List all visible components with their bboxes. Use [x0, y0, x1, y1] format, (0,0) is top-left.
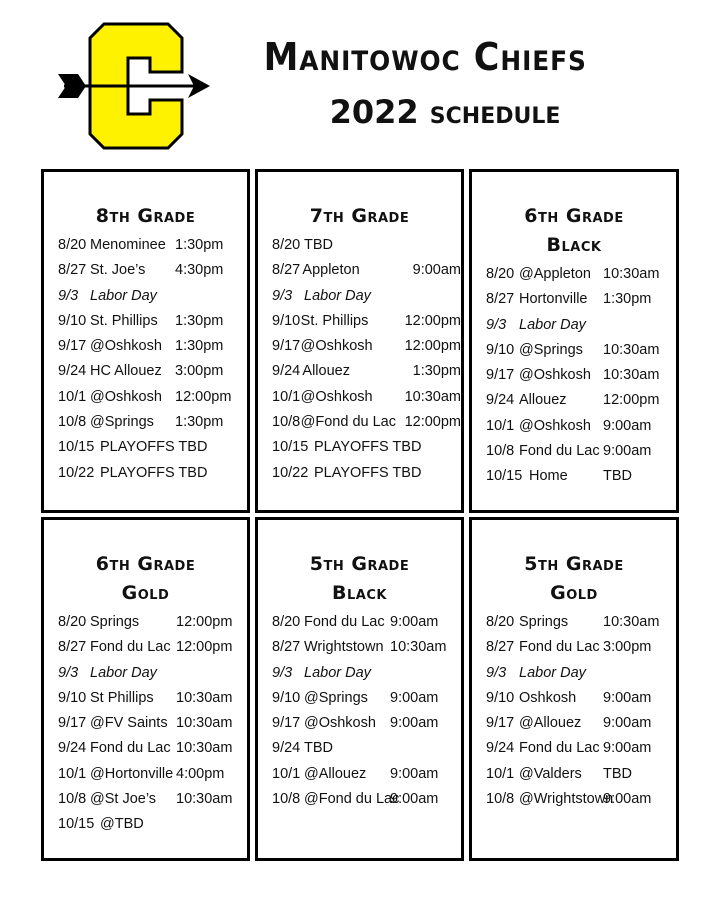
game-date: 10/8	[272, 791, 301, 808]
game-time: 10:30am	[176, 740, 233, 757]
game-row	[272, 258, 461, 283]
game-row	[486, 635, 676, 660]
game-date: 9/24	[272, 363, 301, 380]
game-opponent: @Oshkosh	[519, 417, 591, 434]
game-row	[58, 812, 247, 837]
game-date: 10/1	[272, 765, 301, 782]
game-time: 4:00pm	[176, 765, 225, 782]
game-time: 12:00pm	[175, 388, 232, 405]
game-date: 8/20	[486, 266, 515, 282]
game-row	[58, 736, 247, 761]
game-row	[272, 461, 461, 486]
game-opponent: HC Allouez	[90, 363, 162, 380]
schedule-heading: Gold	[121, 582, 170, 604]
game-time: 1:30pm	[175, 338, 224, 355]
schedule-heading: 6th Grade	[524, 205, 624, 227]
game-time: 10:30am	[603, 341, 660, 358]
game-row	[272, 711, 461, 736]
game-time: 10:30am	[176, 791, 233, 808]
game-row	[272, 661, 461, 686]
schedule-rows	[486, 610, 676, 812]
game-date: 9/24	[486, 392, 515, 409]
game-opponent: @Appleton	[519, 266, 591, 282]
game-date: 9/3	[486, 664, 507, 681]
game-row	[486, 610, 676, 635]
game-opponent: Labor Day	[90, 287, 157, 304]
game-date: 10/22	[272, 464, 309, 481]
game-time: 9:00am	[390, 715, 439, 732]
game-time: 9:00am	[390, 765, 439, 782]
game-opponent: @Allouez	[304, 765, 367, 782]
game-date: 9/10	[272, 689, 301, 706]
game-opponent: @Valders	[519, 765, 582, 782]
schedule-heading: 8th Grade	[95, 205, 196, 227]
game-date: 10/15	[272, 439, 309, 456]
game-time: 10:30am	[390, 639, 447, 656]
game-opponent: Labor Day	[304, 287, 371, 304]
game-row	[58, 385, 247, 410]
game-opponent: Fond du Lac	[90, 740, 171, 757]
schedule-box-7th-grade	[255, 169, 464, 513]
schedule-box-6th-grade-black	[469, 169, 679, 513]
game-row	[486, 313, 676, 338]
game-opponent: @Fond du Lac	[300, 414, 396, 431]
game-time: 12:00pm	[176, 639, 233, 656]
game-row	[486, 686, 676, 711]
game-time: 3:00pm	[603, 639, 652, 656]
game-date: 10/8	[486, 443, 515, 460]
game-row	[58, 635, 247, 660]
game-opponent: @Springs	[90, 414, 154, 431]
game-date: 8/27	[272, 262, 301, 279]
game-row	[58, 610, 247, 635]
page-subtitle: 2022 schedule	[329, 93, 561, 131]
game-row	[272, 334, 461, 359]
game-opponent: Menominee	[90, 237, 166, 253]
game-time: TBD	[603, 765, 632, 782]
game-time: 10:30am	[176, 689, 233, 706]
game-opponent: TBD	[304, 237, 333, 253]
game-time: 12:00pm	[404, 414, 461, 431]
game-opponent: @St Joe’s	[90, 791, 157, 808]
game-date: 10/1	[486, 765, 515, 782]
game-date: 9/10	[58, 689, 87, 706]
game-row	[486, 414, 676, 439]
game-opponent: @Oshkosh	[300, 388, 373, 405]
game-opponent: Labor Day	[90, 664, 157, 681]
game-time: 1:30pm	[175, 237, 224, 253]
game-date: 8/20	[272, 237, 301, 253]
chiefs-c-arrow-logo	[56, 22, 212, 150]
game-row	[272, 359, 461, 384]
game-row	[272, 762, 461, 787]
game-time: 12:00pm	[176, 614, 233, 630]
schedule-box-5th-grade-black	[255, 517, 464, 861]
game-opponent: Allouez	[519, 392, 567, 409]
game-row	[486, 661, 676, 686]
game-date: 9/3	[58, 287, 79, 304]
game-date: 10/8	[58, 791, 87, 808]
game-date: 9/17	[272, 715, 301, 732]
game-opponent: Appleton	[302, 262, 360, 279]
game-opponent: Fond du Lac	[519, 740, 600, 757]
game-row	[58, 435, 247, 460]
game-date: 9/17	[272, 338, 301, 355]
game-date: 10/15	[58, 816, 95, 833]
game-opponent: Springs	[90, 614, 140, 630]
game-date: 9/24	[272, 740, 301, 757]
game-opponent: @Allouez	[519, 715, 582, 732]
game-row	[58, 258, 247, 283]
game-opponent: Hortonville	[519, 291, 588, 308]
game-opponent: @Springs	[304, 689, 368, 706]
game-date: 8/20	[272, 614, 301, 630]
game-time: 9:00am	[390, 614, 439, 630]
game-time: 9:00am	[603, 715, 652, 732]
game-opponent: PLAYOFFS TBD	[100, 464, 208, 481]
game-opponent: Oshkosh	[519, 689, 577, 706]
game-date: 8/27	[486, 291, 515, 308]
game-date: 8/20	[486, 614, 515, 630]
schedule-box-5th-grade-gold	[469, 517, 679, 861]
game-row	[486, 388, 676, 413]
game-opponent: @Fond du Lac	[304, 791, 400, 808]
game-opponent: Labor Day	[519, 316, 586, 333]
game-date: 10/22	[58, 464, 95, 481]
game-row	[58, 233, 247, 258]
game-opponent: @Oshkosh	[519, 367, 591, 384]
game-date: 9/17	[486, 367, 515, 384]
game-row	[272, 410, 461, 435]
game-date: 10/8	[272, 414, 301, 431]
game-opponent: @Springs	[519, 341, 583, 358]
game-date: 9/24	[486, 740, 515, 757]
game-row	[58, 309, 247, 334]
schedule-heading: 5th Grade	[309, 553, 410, 575]
game-opponent: Fond du Lac	[519, 639, 600, 656]
game-time: 9:00am	[603, 740, 652, 757]
schedule-rows	[58, 610, 247, 838]
game-opponent: @Oshkosh	[90, 338, 162, 355]
game-row	[486, 464, 676, 489]
game-date: 10/1	[58, 388, 87, 405]
game-row	[272, 635, 461, 660]
game-date: 9/17	[58, 715, 87, 732]
game-row	[272, 610, 461, 635]
game-date: 9/17	[486, 715, 515, 732]
game-time: 9:00am	[603, 689, 652, 706]
game-row	[486, 762, 676, 787]
schedule-heading: Gold	[550, 582, 598, 604]
game-row	[58, 686, 247, 711]
game-opponent: TBD	[304, 740, 333, 757]
game-opponent: @Hortonville	[90, 765, 174, 782]
game-time: 12:00pm	[404, 312, 461, 329]
game-opponent: @Oshkosh	[300, 338, 373, 355]
game-date: 8/27	[58, 262, 87, 279]
schedule-heading: Black	[332, 582, 387, 604]
game-date: 8/20	[58, 237, 87, 253]
game-time: 9:00am	[390, 689, 439, 706]
game-row	[486, 363, 676, 388]
game-time: 4:30pm	[175, 262, 224, 279]
game-date: 9/3	[486, 316, 507, 333]
game-row	[58, 359, 247, 384]
game-time: 1:30pm	[412, 363, 461, 380]
game-opponent: Labor Day	[304, 664, 371, 681]
game-row	[272, 787, 461, 812]
game-time: 3:00pm	[175, 363, 224, 380]
game-opponent: Labor Day	[519, 664, 586, 681]
game-row	[58, 711, 247, 736]
game-time: 9:00am	[603, 791, 652, 808]
game-date: 8/20	[58, 614, 87, 630]
game-opponent: St Phillips	[90, 689, 154, 706]
game-row	[486, 736, 676, 761]
game-time: 1:30pm	[175, 312, 224, 329]
game-opponent: St. Phillips	[90, 312, 158, 329]
game-date: 8/27	[486, 639, 515, 656]
game-opponent: @Oshkosh	[90, 388, 162, 405]
game-date: 9/24	[58, 363, 87, 380]
game-date: 9/3	[272, 664, 293, 681]
game-row	[486, 262, 676, 287]
game-date: 9/24	[58, 740, 87, 757]
game-row	[272, 736, 461, 761]
page-title: Manitowoc Chiefs	[263, 35, 587, 79]
schedule-heading: 6th Grade	[95, 553, 196, 575]
game-time: 12:00pm	[603, 392, 660, 409]
arrow-fletching-icon	[58, 74, 86, 98]
game-date: 9/17	[58, 338, 87, 355]
game-date: 10/1	[272, 388, 301, 405]
schedule-heading: 5th Grade	[524, 553, 624, 575]
game-row	[486, 711, 676, 736]
game-opponent: PLAYOFFS TBD	[314, 439, 422, 456]
game-row	[272, 233, 461, 258]
game-row	[58, 762, 247, 787]
game-date: 9/10	[486, 341, 515, 358]
game-row	[486, 338, 676, 363]
game-opponent: PLAYOFFS TBD	[100, 439, 208, 456]
game-time: 12:00pm	[404, 338, 461, 355]
game-time: 10:30am	[404, 388, 461, 405]
game-row	[58, 284, 247, 309]
game-date: 9/10	[58, 312, 87, 329]
game-time: 10:30am	[603, 614, 660, 630]
game-row	[58, 787, 247, 812]
schedule-heading: Black	[546, 234, 602, 256]
game-row	[272, 435, 461, 460]
schedule-box-8th-grade	[41, 169, 250, 513]
game-row	[486, 439, 676, 464]
schedule-rows	[58, 233, 247, 486]
game-time: 9:00am	[603, 417, 652, 434]
game-time: 1:30pm	[603, 291, 652, 308]
game-date: 8/27	[272, 639, 301, 656]
game-date: 10/8	[58, 414, 87, 431]
game-date: 10/1	[58, 765, 87, 782]
game-opponent: Springs	[519, 614, 569, 630]
game-row	[272, 284, 461, 309]
game-opponent: Fond du Lac	[90, 639, 171, 656]
game-time: 1:30pm	[175, 414, 224, 431]
game-date: 10/1	[486, 417, 515, 434]
game-row	[58, 661, 247, 686]
game-opponent: St. Phillips	[300, 312, 369, 329]
schedule-rows	[272, 233, 461, 486]
game-opponent: Allouez	[302, 363, 350, 380]
game-time: 9:00am	[603, 443, 652, 460]
schedule-heading: 7th Grade	[309, 205, 410, 227]
game-time: 9:00am	[412, 262, 461, 279]
game-row	[58, 410, 247, 435]
game-time: 10:30am	[176, 715, 233, 732]
game-opponent: @Wrightstown	[519, 791, 614, 808]
game-date: 8/27	[58, 639, 87, 656]
game-row	[272, 385, 461, 410]
game-time: 9:00am	[390, 791, 439, 808]
game-time: 10:30am	[603, 367, 660, 384]
game-row	[486, 287, 676, 312]
game-opponent: @FV Saints	[90, 715, 168, 732]
game-opponent: Fond du Lac	[519, 443, 600, 460]
game-date: 10/15	[58, 439, 95, 456]
game-date: 9/3	[272, 287, 293, 304]
game-row	[272, 686, 461, 711]
game-opponent: Wrightstown	[304, 639, 384, 656]
game-time: TBD	[603, 468, 632, 485]
game-opponent: PLAYOFFS TBD	[314, 464, 422, 481]
schedule-box-6th-grade-gold	[41, 517, 250, 861]
game-row	[486, 787, 676, 812]
game-date: 10/15	[486, 468, 523, 485]
game-row	[58, 461, 247, 486]
schedule-rows	[272, 610, 461, 812]
game-date: 9/10	[486, 689, 515, 706]
game-date: 9/10	[272, 312, 301, 329]
game-row	[58, 334, 247, 359]
game-opponent: @TBD	[100, 816, 144, 833]
game-time: 10:30am	[603, 266, 660, 282]
game-date: 10/8	[486, 791, 515, 808]
game-opponent: Home	[529, 468, 568, 485]
schedule-rows	[486, 262, 676, 490]
game-opponent: St. Joe’s	[90, 262, 146, 279]
game-row	[272, 309, 461, 334]
game-date: 9/3	[58, 664, 79, 681]
game-opponent: @Oshkosh	[304, 715, 376, 732]
game-opponent: Fond du Lac	[304, 614, 385, 630]
